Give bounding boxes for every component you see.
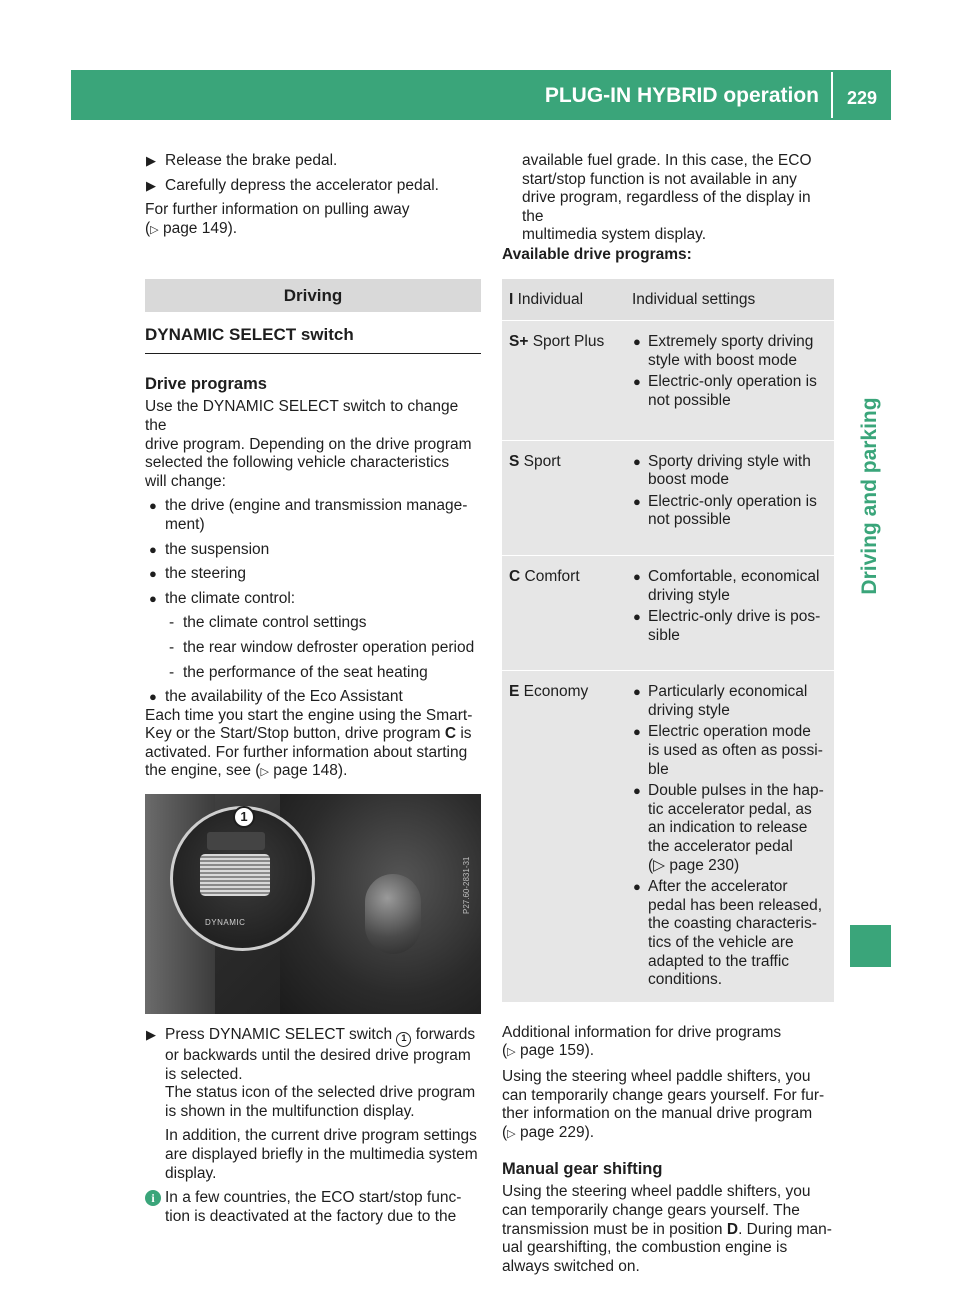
header-divider [831,72,833,118]
bullet-icon: ● [633,374,641,390]
info-continuation: available fuel grade. In this case, the ECO start/stop function is not available in any drive program, regardless of the display in the multimedia system display. [522,152,812,244]
program-desc-cell: ● Sporty driving style with boost mode ● Electric-only operation is not possible [628,440,834,555]
chapter-header [71,70,891,120]
step-item: ▶ Carefully depress the accelerator pedal. [146,176,439,194]
info-icon: i [145,1190,161,1206]
dash-icon: - [169,638,175,656]
program-name-cell: E Economy [502,670,628,1002]
switch-arrows [207,832,265,850]
bullet-icon: ● [633,453,641,469]
controller-knob [365,874,421,954]
sub-list-item: - the rear window defroster operation period [169,638,475,656]
further-info: For further information on pulling away (▷ page 149). [145,201,410,237]
heading-dynamic-select: DYNAMIC SELECT switch [145,324,481,354]
intro-paragraph: Use the DYNAMIC SELECT switch to change the drive program. Depending on the drive program selected the following vehicle characteristics will change: [145,398,472,490]
program-desc-cell: Individual settings [628,279,834,321]
dynamic-select-switch [200,854,270,896]
bullet-icon: ● [633,783,641,799]
right-column [502,152,834,1276]
sub-list-item: - the performance of the seat heating [169,663,428,681]
dash-icon: - [169,663,175,681]
program-desc-cell: ● Particularly economical driving style ● Electric operation mode is used as often as possi- ble ● Double pulses in the hap- tic accelerator pedal, as an indication to release the accelerator pedal (▷ page 230) ● After the accelerator pedal has been released, the coasting characteris- tics of the vehicle are adapted to the traffic conditions. [628,670,834,1002]
list-item: ● the suspension [149,540,270,558]
sub-list-item: - the climate control settings [169,614,367,632]
program-name-cell: S+ Sport Plus [502,320,628,439]
table-row [502,279,834,321]
additional-info: Additional information for drive programs (▷ page 159). [502,1023,782,1060]
heading-manual-gear-shifting: Manual gear shifting [502,1160,663,1179]
available-programs-label: Available drive programs: [502,245,692,263]
paddle-paragraph: Using the steering wheel paddle shifters, you can temporarily change gears yourself. For fur- ther information on the manual drive program (▷ page 229). [502,1067,825,1141]
program-desc-cell: ● Extremely sporty driving style with boost mode ● Electric-only operation is not possible [628,320,834,439]
bullet-icon: ● [149,590,157,606]
manual-paragraph: Using the steering wheel paddle shifters, you can temporarily change gears yourself. The transmission must be in position D. During man- ual gearshifting, the combustion engine is always switched on. [502,1183,832,1275]
switch-label: DYNAMIC [205,918,246,928]
page-ref-icon: ▷ [507,1127,516,1140]
callout-1: 1 [233,806,255,828]
arrow-icon: ▶ [146,1027,156,1043]
bullet-icon: ● [633,724,641,740]
dash-icon: - [169,614,175,632]
step-note: In addition, the current drive program settings are displayed briefly in the multimedia system display. [165,1127,478,1182]
program-name-cell: C Comfort [502,555,628,670]
page-number: 229 [846,88,877,108]
bullet-icon: ● [149,541,157,557]
arrow-icon: ▶ [146,153,156,168]
page-ref-icon: ▷ [260,766,269,779]
chapter-title: PLUG-IN HYBRID operation [544,84,819,107]
bullet-icon: ● [633,879,641,895]
info-note: i In a few countries, the ECO start/stop func- tion is deactivated at the factory due to the [145,1189,481,1226]
list-item: ● the steering [149,565,246,583]
side-tab-marker [850,925,891,967]
list-item: ● the availability of the Eco Assistant [149,688,403,706]
callout-inline-1: 1 [396,1032,411,1047]
bullet-icon: ● [633,684,641,700]
bullet-icon: ● [633,568,641,584]
bullet-icon: ● [633,493,641,509]
drive-programs-table [502,279,834,1002]
list-item: ● the climate control: [149,589,296,607]
start-paragraph: Each time you start the engine using the Smart- Key or the Start/Stop button, drive program C is activated. For further information about starting the engine, see (▷ page 148). [145,706,473,780]
bullet-icon: ● [149,566,157,582]
table-row [502,320,834,439]
table-row [502,555,834,670]
bullet-icon: ● [633,334,641,350]
program-desc-cell: ● Comfortable, economical driving style ● Electric-only drive is pos- sible [628,555,834,670]
program-name-cell: S Sport [502,440,628,555]
step-item: ▶ Release the brake pedal. [146,152,338,169]
bullet-icon: ● [149,498,157,514]
arrow-icon: ▶ [146,177,156,193]
bullet-icon: ● [149,689,157,705]
heading-drive-programs: Drive programs [145,375,267,394]
table-row [502,670,834,1002]
left-column [145,152,481,1226]
page-ref-icon: ▷ [507,1046,516,1059]
bullet-icon: ● [633,609,641,625]
table-row [502,440,834,555]
page-ref-icon: ▷ [150,223,159,236]
section-heading-bar: Driving [145,279,481,312]
program-name-cell: I Individual [502,279,628,321]
step-item: ▶ Press DYNAMIC SELECT switch 1 forwards or backwards until the desired drive program is selected. The status icon of the selected drive program is shown in the multifunction display. [146,1026,476,1120]
list-item: ● the drive (engine and transmission manage- ment) [149,497,468,533]
image-code: P27.60-2831-31 [462,856,471,915]
dynamic-select-photo [145,794,481,1014]
